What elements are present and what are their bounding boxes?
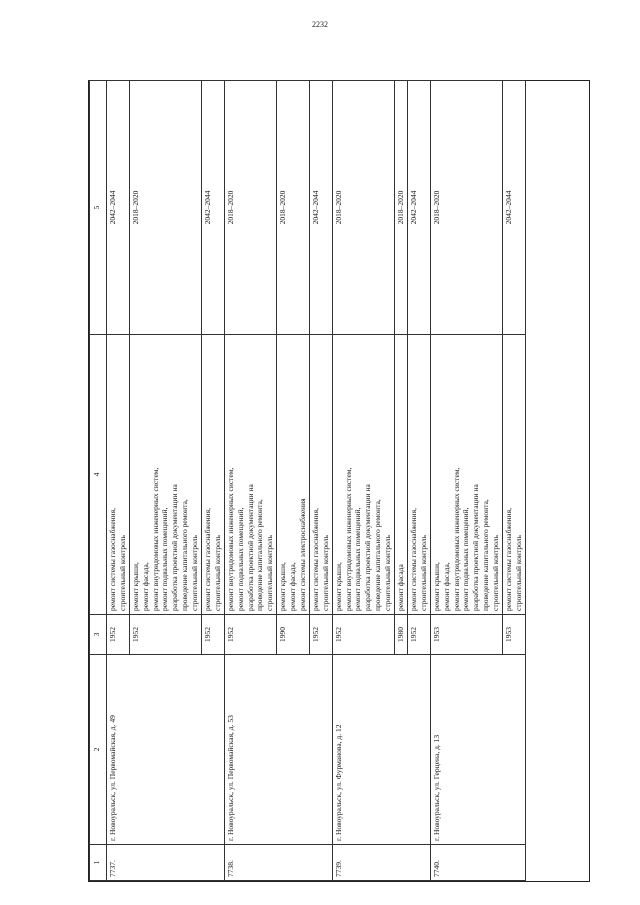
work-item: ремонт внутридомовых инженерных систем,: [225, 467, 235, 611]
work-item: ремонт внутридомовых инженерных систем,: [343, 467, 353, 611]
year-cell: 1952: [202, 615, 225, 655]
entry-number: 7740.: [430, 845, 525, 881]
works-cell: [502, 335, 525, 615]
work-item: разработка проектной документации на: [471, 484, 481, 611]
work-item: ремонт фасада: [396, 564, 406, 611]
works-cell: [395, 335, 408, 615]
work-item: ремонт системы газоснабжения,: [503, 507, 513, 611]
year-cell: 1953: [430, 615, 502, 655]
period-cell: 2018–2020: [395, 81, 408, 335]
work-item: строительный контроль: [383, 535, 393, 611]
work-item: проведение капитального ремонта,: [180, 499, 190, 611]
work-item: ремонт крыши,: [333, 562, 343, 611]
period-cell: 2042–2044: [202, 81, 225, 335]
work-item: ремонт системы газоснабжения,: [408, 507, 418, 611]
work-item: ремонт системы газоснабжения,: [310, 507, 320, 611]
works-cell: [107, 335, 130, 615]
entry-number: 7739.: [332, 845, 430, 881]
work-item: ремонт крыши,: [278, 562, 288, 611]
work-item: ремонт подвальных помещений,: [235, 507, 245, 611]
works-cell: [332, 335, 394, 615]
period-cell: 2018–2020: [129, 81, 201, 335]
work-item: ремонт крыши,: [431, 562, 441, 611]
work-item: разработка проектной документации на: [170, 484, 180, 611]
work-item: строительный контроль: [190, 535, 200, 611]
column-number-4: 4: [90, 335, 107, 615]
works-cell: [430, 335, 502, 615]
work-item: ремонт подвальных помещений,: [461, 507, 471, 611]
period-cell: 2042–2044: [309, 81, 332, 335]
entry-address: г. Новоуральск, ул. Первомайская, д. 53: [224, 655, 332, 845]
works-cell: [202, 335, 225, 615]
period-cell: 2042–2044: [107, 81, 130, 335]
year-cell: 1952: [107, 615, 130, 655]
works-cell: [224, 335, 276, 615]
rotated-table-container: [89, 81, 589, 881]
works-cell: [309, 335, 332, 615]
works-cell: [129, 335, 201, 615]
work-item: строительный контроль: [320, 535, 330, 611]
table-row: [430, 81, 502, 881]
work-item: ремонт подвальных помещений,: [353, 507, 363, 611]
works-cell: [407, 335, 430, 615]
work-item: ремонт фасада,: [140, 562, 150, 611]
year-cell: 1952: [407, 615, 430, 655]
entry-address: г. Новоуральск, ул. Первомайская, д. 49: [107, 655, 225, 845]
column-number-2: 2: [90, 655, 107, 845]
entry-address: г. Новоуральск, ул. Фурманова, д. 12: [332, 655, 430, 845]
work-item: проведение капитального ремонта,: [481, 499, 491, 611]
year-cell: 1952: [224, 615, 276, 655]
table-row: [107, 81, 130, 881]
year-cell: 1980: [395, 615, 408, 655]
entry-number: 7737.: [107, 845, 225, 881]
work-item: разработка проектной документации на: [245, 484, 255, 611]
work-item: ремонт крыши,: [130, 562, 140, 611]
work-item: строительный контроль: [265, 535, 275, 611]
period-cell: 2018–2020: [430, 81, 502, 335]
page-number: 2232: [312, 20, 328, 29]
work-item: ремонт фасада,: [441, 562, 451, 611]
column-number-3: 3: [90, 615, 107, 655]
period-cell: 2042–2044: [502, 81, 525, 335]
work-item: ремонт подвальных помещений,: [160, 507, 170, 611]
repair-schedule-table: [89, 80, 526, 881]
year-cell: 1953: [502, 615, 525, 655]
work-item: разработка проектной документации на: [363, 484, 373, 611]
column-number-1: 1: [90, 845, 107, 881]
period-cell: 2018–2020: [332, 81, 394, 335]
table-body: [107, 81, 526, 881]
entry-number: 7738.: [224, 845, 332, 881]
work-item: строительный контроль: [513, 535, 523, 611]
work-item: ремонт системы газоснабжения,: [203, 507, 213, 611]
work-item: ремонт системы газоснабжения,: [108, 507, 117, 611]
table-row: [224, 81, 276, 881]
column-number-5: 5: [90, 81, 107, 335]
work-item: ремонт системы электроснабжения: [298, 498, 308, 611]
year-cell: 1952: [332, 615, 394, 655]
period-cell: 2018–2020: [224, 81, 276, 335]
work-item: ремонт фасада,: [288, 562, 298, 611]
column-number-row: [90, 81, 107, 881]
period-cell: 2042–2044: [407, 81, 430, 335]
works-cell: [277, 335, 310, 615]
year-cell: 1952: [129, 615, 201, 655]
entry-address: г. Новоуральск, ул. Герцена, д. 13: [430, 655, 525, 845]
year-cell: 1990: [277, 615, 310, 655]
work-item: ремонт внутридомовых инженерных систем,: [451, 467, 461, 611]
work-item: проведение капитального ремонта,: [255, 499, 265, 611]
work-item: строительный контроль: [491, 535, 501, 611]
table-row: [332, 81, 394, 881]
work-item: строительный контроль: [117, 535, 127, 611]
year-cell: 1952: [309, 615, 332, 655]
work-item: строительный контроль: [212, 535, 222, 611]
period-cell: 2018–2020: [277, 81, 310, 335]
work-item: ремонт внутридомовых инженерных систем,: [150, 467, 160, 611]
work-item: строительный контроль: [418, 535, 428, 611]
work-item: проведение капитального ремонта,: [373, 499, 383, 611]
table-frame: [88, 80, 590, 882]
